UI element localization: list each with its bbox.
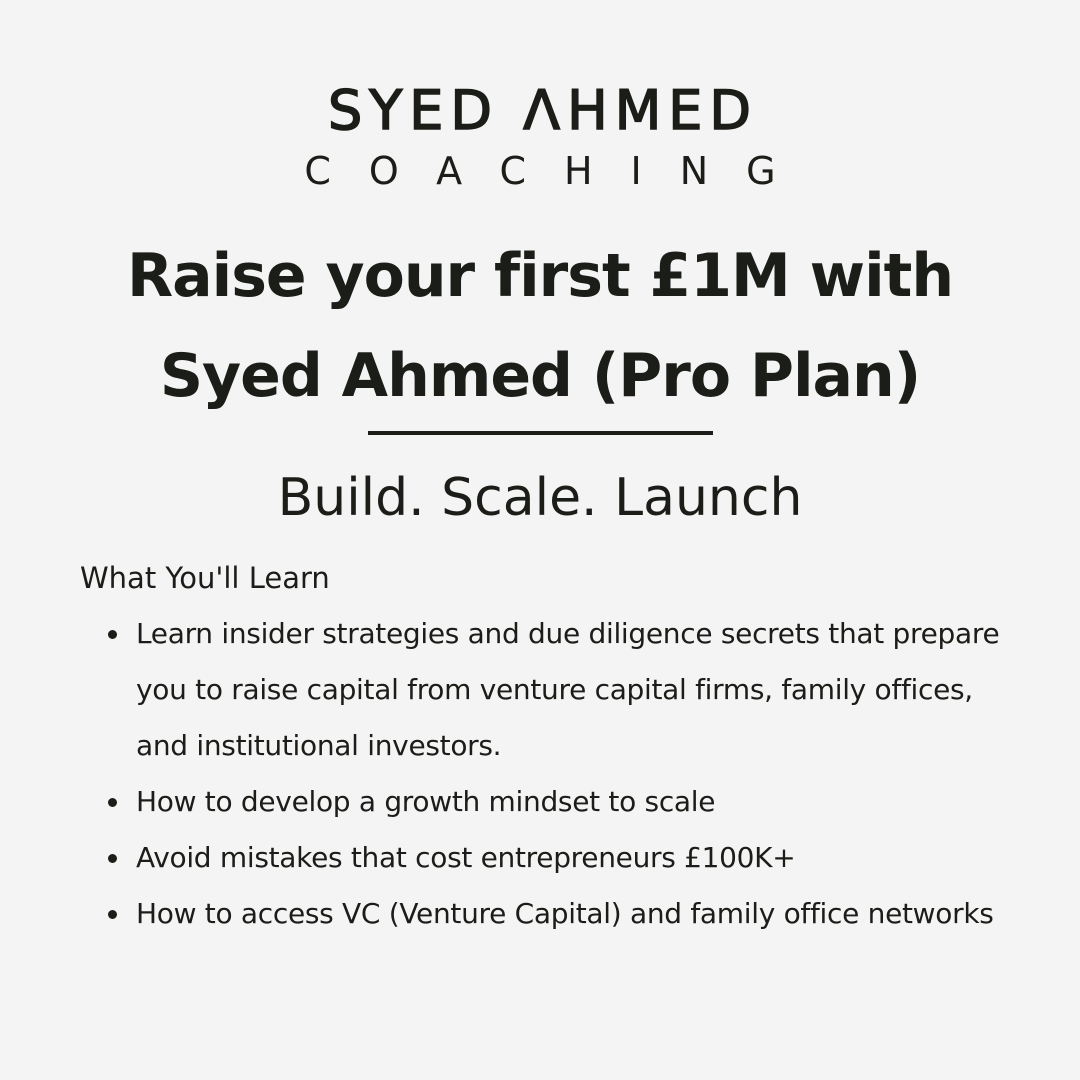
headline-line-1: Raise your first £1M with — [126, 241, 954, 311]
learn-heading: What You'll Learn — [80, 561, 330, 595]
brand-logo — [0, 79, 1080, 193]
list-item-text: How to access VC (Venture Capital) and family office networks — [136, 897, 994, 930]
headline — [40, 226, 1040, 426]
list-item — [136, 830, 1016, 886]
list-item-text: How to develop a growth mindset to scale — [136, 785, 716, 818]
bullet-icon — [108, 854, 117, 863]
list-item-text: Avoid mistakes that cost entrepreneurs £100K+ — [136, 841, 796, 874]
list-item — [136, 774, 1016, 830]
logo-subtitle: COACHING — [304, 149, 814, 193]
list-item — [136, 886, 1016, 942]
bullet-icon — [108, 798, 117, 807]
learn-list — [136, 606, 1016, 942]
headline-line-2: Syed Ahmed (Pro Plan) — [159, 341, 921, 411]
bullet-icon — [108, 630, 117, 639]
tagline: Build. Scale. Launch — [277, 468, 803, 528]
list-item — [136, 606, 1016, 774]
divider — [368, 431, 713, 435]
bullet-icon — [108, 910, 117, 919]
logo-name: SYED ΛHMED — [328, 79, 758, 142]
list-item-text: Learn insider strategies and due diligence secrets that prepare you to raise capital from venture capital firms, family offices, and institutional investors. — [136, 617, 1000, 762]
